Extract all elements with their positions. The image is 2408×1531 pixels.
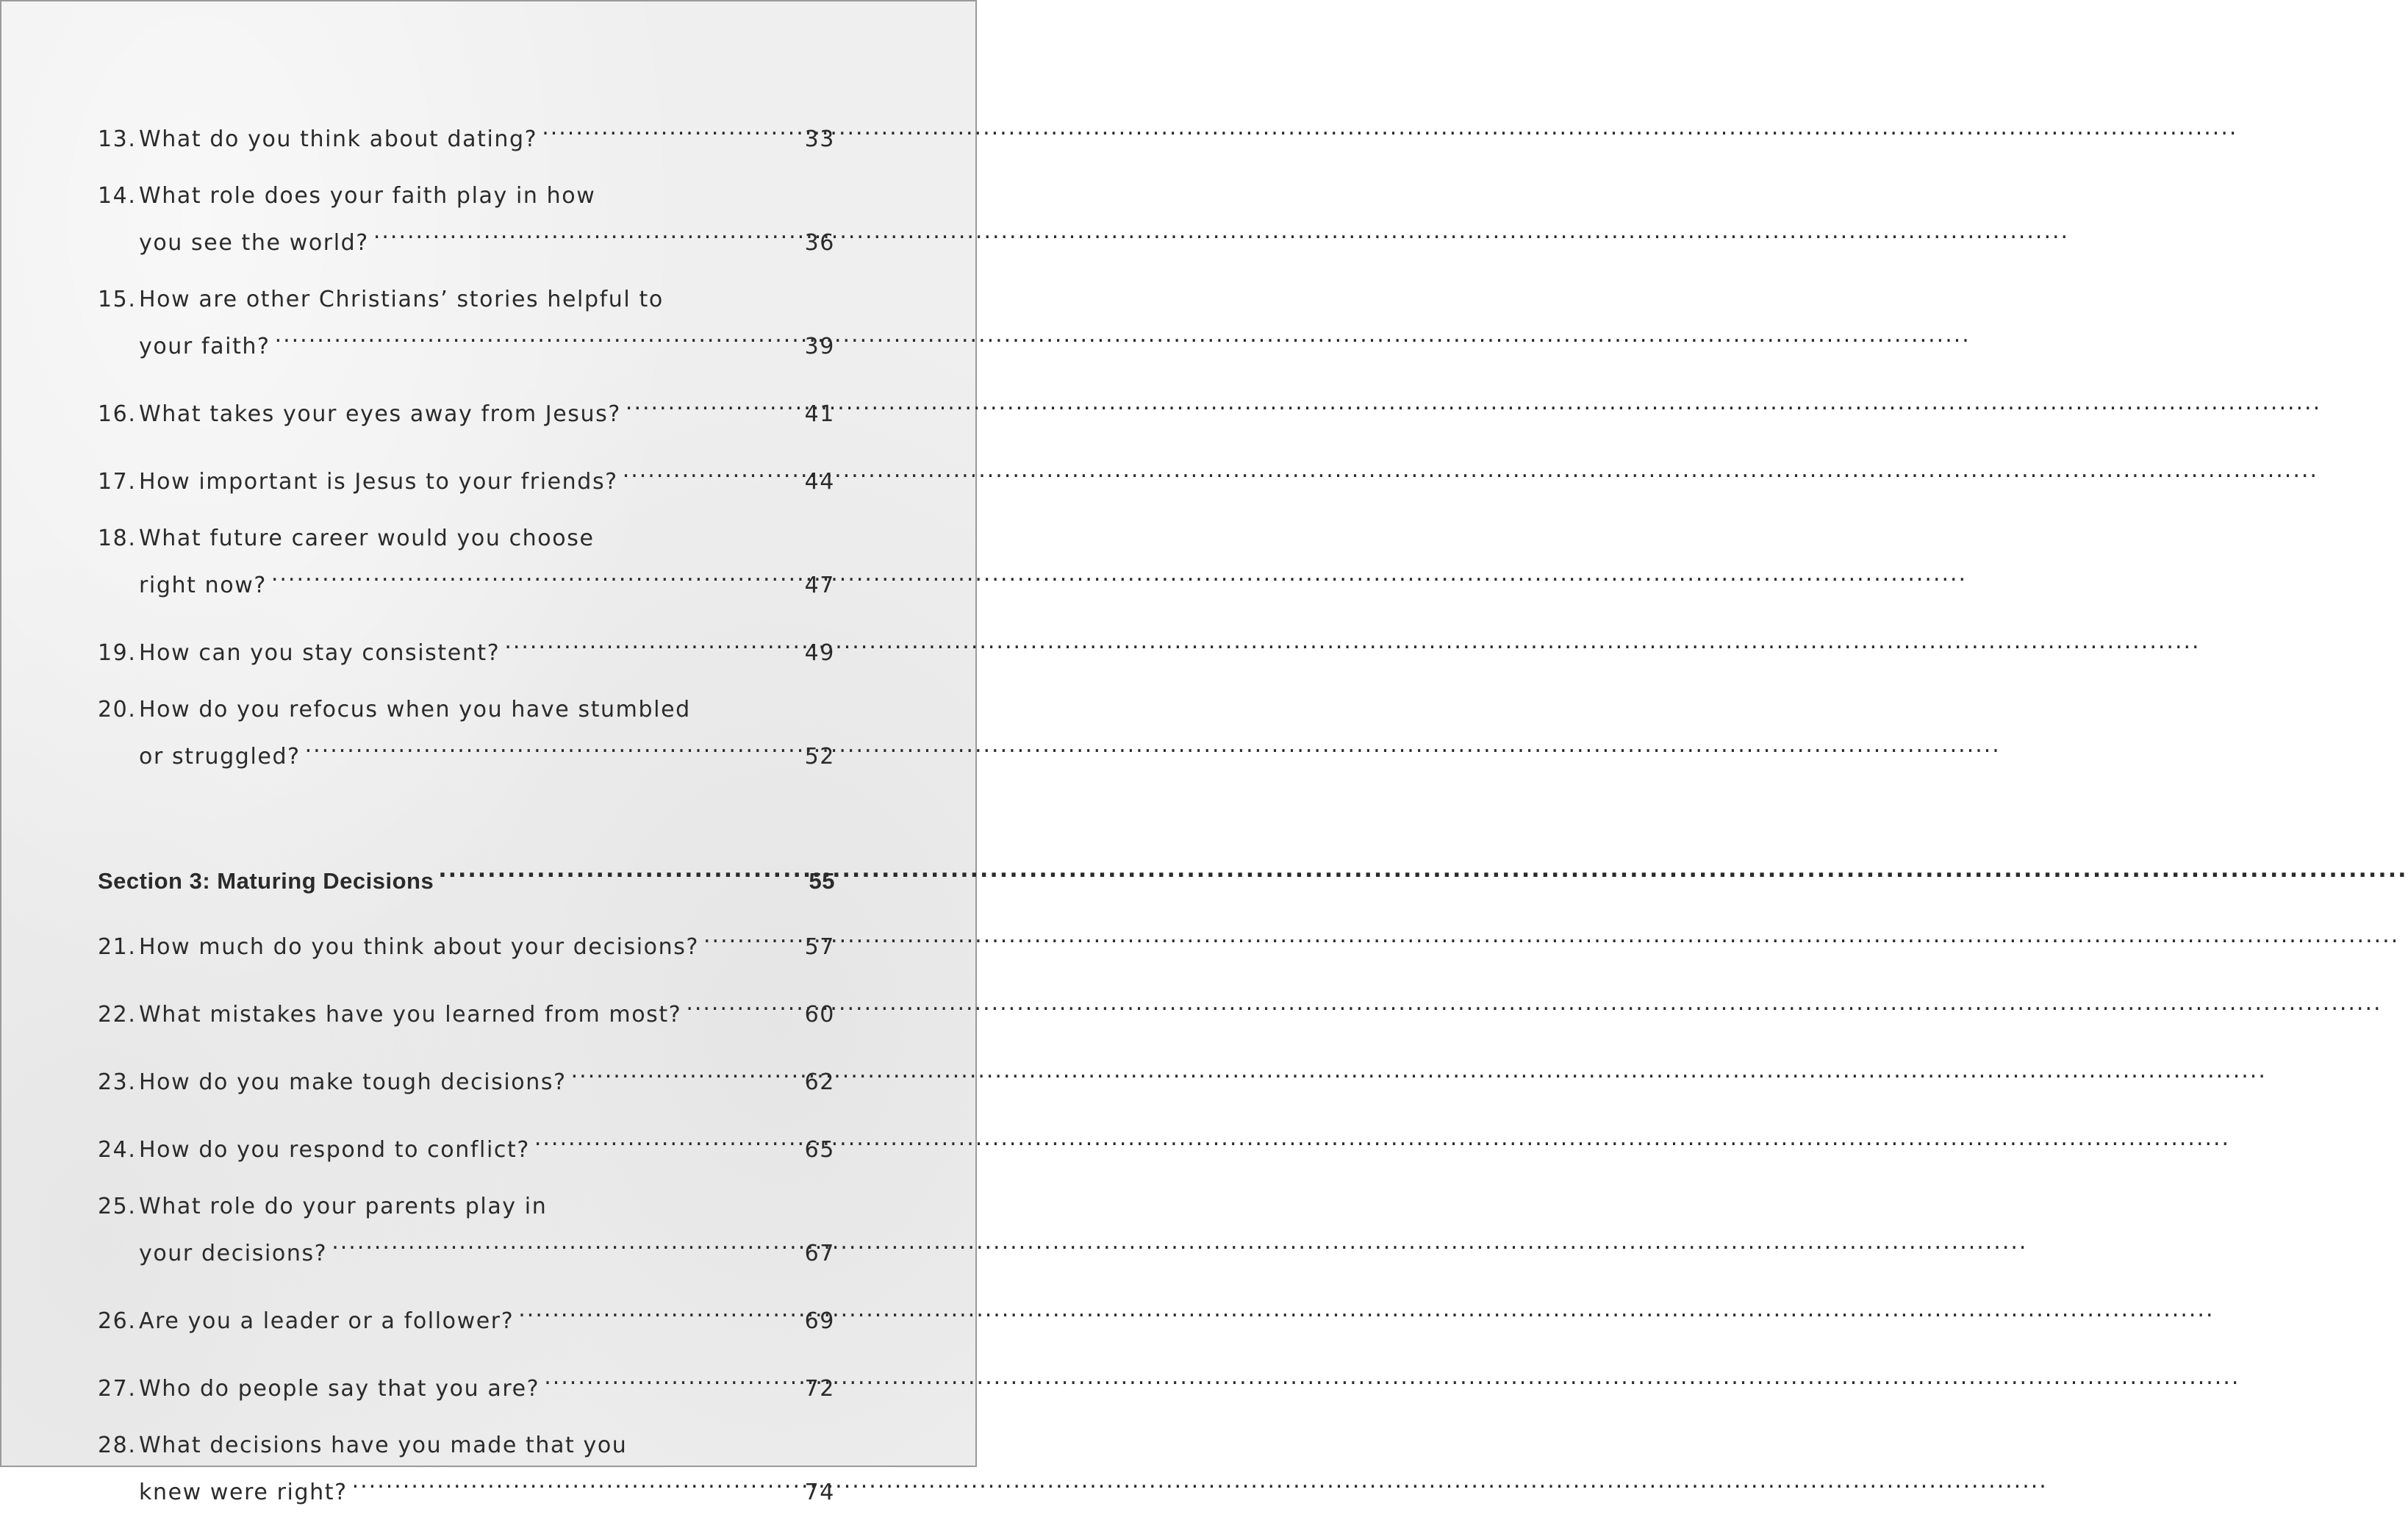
- toc-entry: [98, 520, 835, 603]
- toc-entry: [98, 1360, 835, 1407]
- dot-leader: [623, 453, 799, 489]
- entry-title-continuation: your faith?: [139, 334, 270, 359]
- entry-number: 25.: [98, 1194, 137, 1219]
- entry-number: 19.: [98, 640, 137, 666]
- entry-number: 17.: [98, 469, 137, 495]
- entry-number: 23.: [98, 1069, 137, 1095]
- entry-number: 16.: [98, 401, 137, 427]
- entry-number: 28.: [98, 1433, 137, 1458]
- entry-page-number: 72: [804, 1376, 835, 1402]
- entry-page-number: 39: [804, 334, 835, 359]
- toc-entry: [98, 1427, 835, 1510]
- toc-entry: [98, 986, 835, 1033]
- toc-entry: [98, 1188, 835, 1272]
- entry-title: How important is Jesus to your friends?: [139, 469, 618, 495]
- table-of-contents: [98, 110, 835, 1531]
- entry-number: 20.: [98, 697, 137, 723]
- entry-number: 21.: [98, 934, 137, 960]
- entry-number: 13.: [98, 126, 137, 152]
- dot-leader: [373, 214, 799, 250]
- entry-page-number: 65: [804, 1137, 835, 1163]
- dot-leader: [305, 728, 799, 764]
- toc-entry: [98, 1292, 835, 1339]
- toc-entry: [98, 453, 835, 500]
- entry-page-number: 44: [804, 469, 835, 495]
- entry-page-number: 52: [804, 744, 835, 770]
- entry-page-number: 74: [804, 1480, 835, 1505]
- entry-page-number: 69: [804, 1308, 835, 1334]
- toc-entry: [98, 692, 835, 775]
- entry-page-number: 36: [804, 230, 835, 256]
- entry-title: How do you respond to conflict?: [139, 1137, 530, 1163]
- dot-leader: [504, 624, 798, 660]
- entry-number: 22.: [98, 1002, 137, 1028]
- entry-page-number: 41: [804, 401, 835, 427]
- dot-leader: [332, 1225, 798, 1261]
- entry-title: What role does your faith play in how: [139, 183, 596, 209]
- toc-entry: [98, 282, 835, 365]
- entry-title: What role do your parents play in: [139, 1194, 548, 1219]
- toc-entry: [98, 918, 835, 965]
- dot-leader: [275, 318, 799, 354]
- entry-number: 14.: [98, 183, 137, 209]
- dot-leader: [438, 853, 803, 889]
- entry-title: How can you stay consistent?: [139, 640, 501, 666]
- entry-title: What do you think about dating?: [139, 126, 538, 152]
- entry-title: How do you refocus when you have stumbled: [139, 697, 691, 723]
- entry-page-number: 57: [804, 934, 835, 960]
- dot-leader: [686, 986, 798, 1022]
- book-page: [0, 0, 977, 1505]
- entry-page-number: 60: [804, 1002, 835, 1028]
- entry-title-continuation: or struggled?: [139, 744, 301, 770]
- entry-number: 26.: [98, 1308, 137, 1334]
- entry-page-number: 33: [804, 126, 835, 152]
- entry-title: How do you make tough decisions?: [139, 1069, 567, 1095]
- dot-leader: [271, 556, 799, 592]
- entry-title-continuation: your decisions?: [139, 1241, 328, 1266]
- toc-entry: [98, 385, 835, 432]
- dot-leader: [626, 385, 799, 421]
- toc-entry: [98, 110, 835, 157]
- dot-leader: [703, 918, 799, 954]
- entry-page-number: 47: [804, 573, 835, 598]
- entry-page-number: 62: [804, 1069, 835, 1095]
- entry-title-continuation: right now?: [139, 573, 267, 598]
- section-title: Section 3: Maturing Decisions: [98, 868, 434, 894]
- dot-leader: [542, 110, 798, 146]
- toc-entry: [98, 1121, 835, 1168]
- entry-title: How are other Christians’ stories helpful to: [139, 287, 664, 312]
- dot-leader: [571, 1053, 799, 1089]
- section-heading: [98, 853, 835, 899]
- entry-title: How much do you think about your decisions?: [139, 934, 699, 960]
- toc-entry: [98, 178, 835, 261]
- entry-title: Are you a leader or a follower?: [139, 1308, 515, 1334]
- entry-number: 27.: [98, 1376, 137, 1402]
- entry-title: Who do people say that you are?: [139, 1376, 540, 1402]
- entry-title: What takes your eyes away from Jesus?: [139, 401, 621, 427]
- entry-number: 18.: [98, 526, 137, 551]
- entry-number: 15.: [98, 287, 137, 312]
- dot-leader: [544, 1360, 798, 1396]
- dot-leader: [534, 1121, 799, 1157]
- section-page-number: 55: [809, 868, 835, 894]
- dot-leader: [352, 1463, 799, 1499]
- entry-title-continuation: knew were right?: [139, 1480, 348, 1505]
- entry-number: 24.: [98, 1137, 137, 1163]
- entry-title: What mistakes have you learned from most?: [139, 1002, 682, 1028]
- toc-entry: [98, 1053, 835, 1100]
- toc-entry: [98, 624, 835, 671]
- entry-title: What future career would you choose: [139, 526, 595, 551]
- entry-title: What decisions have you made that you: [139, 1433, 628, 1458]
- entry-page-number: 49: [804, 640, 835, 666]
- entry-title-continuation: you see the world?: [139, 230, 369, 256]
- entry-page-number: 67: [804, 1241, 835, 1266]
- dot-leader: [518, 1292, 798, 1328]
